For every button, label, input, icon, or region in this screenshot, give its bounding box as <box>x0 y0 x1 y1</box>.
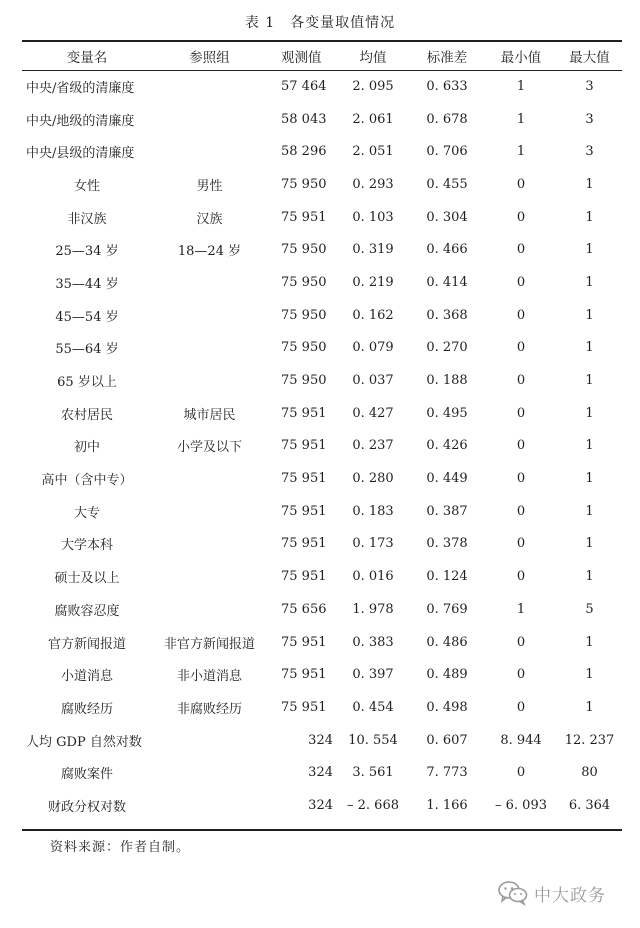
table-bottom-rule <box>22 829 622 831</box>
cell-min: 0 <box>516 242 526 258</box>
cell-observations: 75 951 <box>281 209 327 225</box>
cell-variable-name: 中央/地级的清廉度 <box>26 113 135 129</box>
cell-variable-name: 中央/省级的清廉度 <box>26 80 135 96</box>
cell-min: 0 <box>516 274 526 290</box>
table-header-row <box>22 42 622 70</box>
cell-reference-group: 非官方新闻报道 <box>163 636 255 652</box>
cell-observations: 75 951 <box>281 634 327 650</box>
table-row <box>22 560 622 593</box>
cell-max: 3 <box>585 78 594 94</box>
cell-std-dev: 0. 678 <box>426 111 468 127</box>
cell-variable-name: 官方新闻报道 <box>47 636 126 652</box>
table-row <box>22 135 622 168</box>
cell-max: 1 <box>585 405 594 421</box>
header-obs: 观测值 <box>281 50 322 66</box>
cell-std-dev: 0. 449 <box>426 471 468 487</box>
cell-observations: 75 951 <box>281 438 327 454</box>
table-row <box>22 430 622 463</box>
cell-max: 6. 364 <box>568 797 611 813</box>
cell-variable-name: 大学本科 <box>60 538 113 554</box>
table-caption: 表 1 各变量取值情况 <box>244 15 396 31</box>
cell-variable-name: 人均 GDP 自然对数 <box>26 734 142 750</box>
cell-mean: – 2. 668 <box>347 797 399 813</box>
cell-max: 1 <box>585 373 594 389</box>
cell-mean: 0. 183 <box>352 503 394 519</box>
cell-max: 1 <box>585 471 594 487</box>
cell-max: 1 <box>585 274 594 290</box>
cell-max: 1 <box>585 503 594 519</box>
table-body <box>22 70 622 822</box>
cell-max: 3 <box>585 111 594 127</box>
cell-std-dev: 0. 387 <box>426 503 468 519</box>
cell-variable-name: 腐败容忍度 <box>54 603 120 619</box>
cell-max: 80 <box>581 765 598 781</box>
cell-max: 1 <box>585 634 594 650</box>
cell-max: 1 <box>585 667 594 683</box>
cell-std-dev: 0. 466 <box>426 242 468 258</box>
cell-mean: 1. 978 <box>352 601 394 617</box>
table-row <box>22 528 622 561</box>
cell-mean: 0. 173 <box>352 536 394 552</box>
cell-mean: 10. 554 <box>348 732 398 748</box>
cell-observations: 75 951 <box>281 699 327 715</box>
header-mean: 均值 <box>359 50 387 66</box>
cell-std-dev: 0. 769 <box>426 601 468 617</box>
cell-observations: 58 296 <box>281 144 327 160</box>
table-row <box>22 756 622 789</box>
watermark-text: 中大政务 <box>534 885 606 906</box>
cell-min: 1 <box>516 144 526 160</box>
cell-std-dev: 0. 495 <box>426 405 468 421</box>
cell-reference-group <box>152 495 267 528</box>
table-row <box>22 233 622 266</box>
cell-min: 0 <box>516 536 526 552</box>
header-min: 最小值 <box>500 50 542 66</box>
cell-variable-name: 女性 <box>73 178 100 194</box>
cell-min: 0 <box>516 699 526 715</box>
cell-std-dev: 0. 486 <box>426 634 468 650</box>
cell-max: 1 <box>585 307 594 323</box>
cell-max: 12. 237 <box>564 732 615 748</box>
cell-min: 1 <box>516 111 526 127</box>
cell-observations: 324 <box>308 732 333 748</box>
cell-variable-name: 非汉族 <box>67 211 107 227</box>
header-sd: 标准差 <box>426 50 468 66</box>
cell-max: 1 <box>585 536 594 552</box>
cell-min: 0 <box>516 667 526 683</box>
cell-variable-name: 45—54 岁 <box>55 309 119 325</box>
cell-reference-group <box>152 756 267 789</box>
cell-variable-name: 小道消息 <box>60 669 113 685</box>
cell-std-dev: 0. 706 <box>426 144 468 160</box>
cell-observations: 75 656 <box>281 601 327 617</box>
cell-observations: 75 950 <box>281 340 327 356</box>
cell-std-dev: 0. 414 <box>426 274 468 290</box>
cell-observations: 75 951 <box>281 471 327 487</box>
cell-min: 0 <box>516 765 526 781</box>
table-row <box>22 462 622 495</box>
cell-mean: 0. 237 <box>352 438 394 454</box>
cell-observations: 75 951 <box>281 405 327 421</box>
cell-variable-name: 初中 <box>73 440 100 456</box>
cell-min: 1 <box>516 601 526 617</box>
cell-observations: 324 <box>308 765 333 781</box>
cell-mean: 0. 103 <box>352 209 394 225</box>
cell-variable-name: 55—64 岁 <box>55 342 119 358</box>
cell-observations: 75 951 <box>281 503 327 519</box>
cell-max: 1 <box>585 209 594 225</box>
table-row <box>22 626 622 659</box>
cell-reference-group <box>152 70 267 103</box>
cell-variable-name: 65 岁以上 <box>57 375 117 391</box>
variables-table <box>22 42 622 822</box>
cell-observations: 75 951 <box>281 569 327 585</box>
cell-min: 0 <box>516 405 526 421</box>
cell-std-dev: 0. 489 <box>426 667 468 683</box>
cell-variable-name: 硕士及以上 <box>54 571 120 587</box>
cell-observations: 75 951 <box>281 536 327 552</box>
table-row <box>22 495 622 528</box>
cell-std-dev: 7. 773 <box>426 765 468 781</box>
cell-observations: 58 043 <box>281 111 327 127</box>
cell-std-dev: 0. 455 <box>426 176 468 192</box>
cell-min: – 6. 093 <box>495 797 547 813</box>
cell-reference-group <box>152 724 267 757</box>
cell-max: 5 <box>585 601 594 617</box>
cell-reference-group <box>152 593 267 626</box>
cell-mean: 0. 427 <box>352 405 394 421</box>
table-row <box>22 103 622 136</box>
cell-observations: 324 <box>308 797 333 813</box>
cell-max: 1 <box>585 340 594 356</box>
cell-reference-group: 城市居民 <box>183 407 236 423</box>
cell-mean: 0. 383 <box>352 634 394 650</box>
cell-observations: 75 950 <box>281 176 327 192</box>
cell-mean: 0. 280 <box>352 471 394 487</box>
cell-reference-group <box>152 299 267 332</box>
cell-std-dev: 0. 426 <box>426 438 468 454</box>
cell-std-dev: 0. 188 <box>426 373 468 389</box>
cell-max: 1 <box>585 438 594 454</box>
table-row <box>22 168 622 201</box>
cell-max: 1 <box>585 569 594 585</box>
table-row <box>22 397 622 430</box>
cell-reference-group: 18—24 岁 <box>177 244 242 260</box>
cell-mean: 0. 079 <box>352 340 394 356</box>
cell-mean: 0. 454 <box>352 699 394 715</box>
cell-min: 1 <box>516 78 526 94</box>
cell-variable-name: 35—44 岁 <box>55 276 119 292</box>
cell-min: 0 <box>516 503 526 519</box>
cell-mean: 0. 319 <box>352 242 394 258</box>
cell-reference-group <box>152 789 267 822</box>
cell-min: 0 <box>516 176 526 192</box>
table-row <box>22 724 622 757</box>
cell-reference-group <box>152 332 267 365</box>
cell-mean: 2. 061 <box>352 111 394 127</box>
cell-variable-name: 大专 <box>73 505 100 521</box>
cell-min: 0 <box>516 634 526 650</box>
cell-observations: 75 951 <box>281 667 327 683</box>
cell-mean: 0. 397 <box>352 667 394 683</box>
cell-observations: 75 950 <box>281 373 327 389</box>
cell-observations: 57 464 <box>281 78 327 94</box>
header-max: 最大值 <box>569 50 610 66</box>
table-row <box>22 332 622 365</box>
cell-std-dev: 1. 166 <box>426 797 468 813</box>
cell-mean: 0. 037 <box>352 373 394 389</box>
cell-max: 3 <box>585 144 594 160</box>
cell-std-dev: 0. 633 <box>426 78 468 94</box>
cell-reference-group <box>152 266 267 299</box>
cell-min: 0 <box>516 373 526 389</box>
table-row <box>22 593 622 626</box>
cell-std-dev: 0. 304 <box>426 209 468 225</box>
cell-mean: 0. 162 <box>352 307 394 323</box>
cell-variable-name: 腐败经历 <box>60 701 113 717</box>
cell-reference-group: 非腐败经历 <box>176 701 242 717</box>
table-row <box>22 691 622 724</box>
cell-reference-group <box>152 560 267 593</box>
cell-reference-group: 非小道消息 <box>176 669 242 685</box>
cell-mean: 0. 293 <box>352 176 394 192</box>
table-row <box>22 70 622 103</box>
cell-min: 0 <box>516 307 526 323</box>
cell-mean: 0. 219 <box>352 274 394 290</box>
cell-min: 0 <box>516 471 526 487</box>
cell-reference-group <box>152 364 267 397</box>
cell-variable-name: 高中（含中专） <box>41 473 133 489</box>
cell-observations: 75 950 <box>281 242 327 258</box>
table-row <box>22 658 622 691</box>
cell-reference-group: 汉族 <box>196 211 223 227</box>
cell-max: 1 <box>585 176 594 192</box>
cell-mean: 2. 095 <box>352 78 394 94</box>
table-row <box>22 364 622 397</box>
cell-variable-name: 农村居民 <box>60 407 113 423</box>
cell-variable-name: 25—34 岁 <box>55 244 119 260</box>
cell-variable-name: 财政分权对数 <box>47 799 126 815</box>
cell-reference-group <box>152 103 267 136</box>
cell-std-dev: 0. 124 <box>426 569 468 585</box>
cell-mean: 3. 561 <box>352 765 394 781</box>
watermark <box>498 880 606 906</box>
cell-observations: 75 950 <box>281 274 327 290</box>
cell-reference-group: 小学及以下 <box>176 440 242 456</box>
cell-mean: 2. 051 <box>352 144 394 160</box>
cell-reference-group: 男性 <box>196 178 223 194</box>
cell-observations: 75 950 <box>281 307 327 323</box>
cell-std-dev: 0. 498 <box>426 699 468 715</box>
cell-reference-group <box>152 462 267 495</box>
cell-max: 1 <box>585 699 594 715</box>
cell-min: 0 <box>516 569 526 585</box>
table-row <box>22 201 622 234</box>
cell-std-dev: 0. 270 <box>426 340 468 356</box>
cell-min: 0 <box>516 340 526 356</box>
cell-std-dev: 0. 607 <box>426 732 468 748</box>
cell-min: 8. 944 <box>500 732 542 748</box>
cell-max: 1 <box>585 242 594 258</box>
cell-reference-group <box>152 135 267 168</box>
cell-std-dev: 0. 378 <box>426 536 468 552</box>
wechat-icon <box>498 880 528 906</box>
cell-min: 0 <box>516 438 526 454</box>
table-row <box>22 789 622 822</box>
header-ref: 参照组 <box>189 50 230 66</box>
cell-variable-name: 腐败案件 <box>60 767 113 783</box>
cell-std-dev: 0. 368 <box>426 307 468 323</box>
table-row <box>22 266 622 299</box>
cell-variable-name: 中央/县级的清廉度 <box>26 146 135 162</box>
cell-reference-group <box>152 528 267 561</box>
cell-mean: 0. 016 <box>352 569 394 585</box>
source-note: 资料来源：作者自制。 <box>50 840 191 855</box>
cell-min: 0 <box>516 209 526 225</box>
header-name: 变量名 <box>66 50 108 66</box>
table-row <box>22 299 622 332</box>
